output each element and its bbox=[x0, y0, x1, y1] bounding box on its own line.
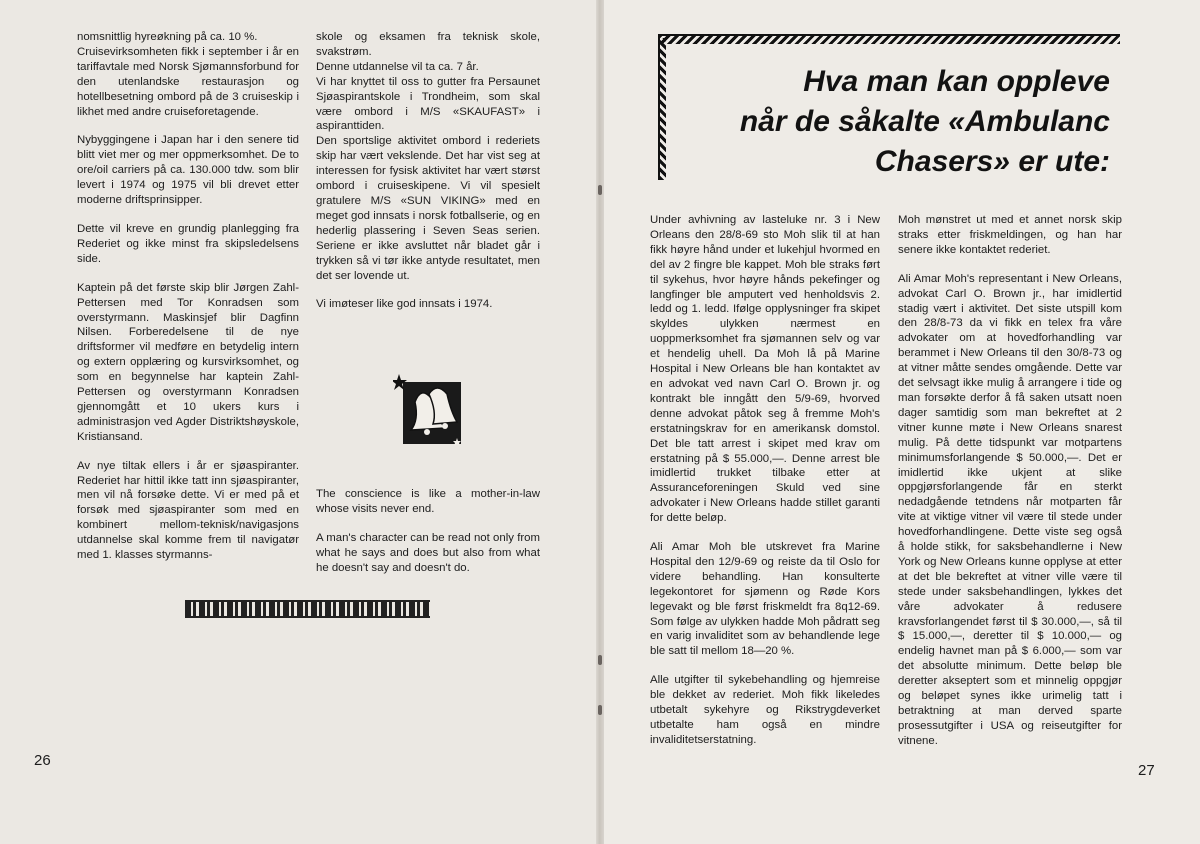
paragraph: Vi imøteser like god innsats i 1974. bbox=[316, 298, 493, 311]
paragraph: Alle utgifter til sykebehandling og hjemreise ble dekket av rederiet. Moh fikk likeledes utbetalt sykehyre og Rikstrygdeverket utbetalte ham også en mindre invaliditetserstatning. bbox=[650, 674, 880, 746]
staple bbox=[598, 655, 602, 665]
left-column-2 bbox=[316, 30, 540, 326]
article-title bbox=[690, 62, 1110, 182]
right-column-2 bbox=[898, 213, 1122, 763]
paragraph: Moh mønstret ut med et annet norsk skip straks etter friskmeldingen, og han har senere ikke kontaktet rederiet. bbox=[898, 214, 1122, 256]
paragraph: Kaptein på det første skip blir Jørgen Zahl-Pettersen med Tor Konradsen som overstyrmann. Maskinsjef blir Dagfinn Nilsen. Forberedelsene til de nye driftsformer vil medføre en betydelig intern og extern opplæring og kursvirksomhet, og som en begynnelse har kaptein Zahl-Pettersen og overstyrmann Konradsen gjennomgått et 10 ukers kurs i administrasjon ved Agder Distriktshøyskole, Kristiansand. bbox=[77, 281, 299, 443]
page-number: 26 bbox=[34, 752, 51, 769]
paragraph: Cruisevirksomheten fikk i september i år en tariffavtale med Norsk Sjømannsforbund for den utenlandske restaurasjon og hotellbesetning ombord på de 3 cruiseskip i likhet med andre cruiseforetagende. bbox=[77, 45, 299, 118]
quote-block bbox=[316, 487, 540, 590]
paragraph: Dette vil kreve en grundig planlegging fra Rederiet og ikke minst fra skipsledelsens side. bbox=[77, 222, 299, 265]
right-column-1 bbox=[650, 213, 880, 762]
title-border-left bbox=[658, 38, 666, 180]
article-title-box bbox=[658, 34, 1120, 182]
decorative-border bbox=[185, 600, 430, 618]
paragraph: Den sportslige aktivitet ombord i rederiets skip har vært vekslende. Det har vist seg at interessen for fysisk aktivitet har vært størst ombord i cruiseskipene. Vi vil spesielt gratulere M/S «SUN VIKING» med en meget god innsats i norsk fotballserie, og en hederlig plassering i Seven Seas serien. Seriene er ikke avsluttet når bladet går i trykken så vi tør ikke antyde resultatet, men det ser lovende ut. bbox=[316, 135, 540, 282]
paragraph: nomsnittlig hyreøkning på ca. 10 %. bbox=[77, 31, 258, 43]
title-line: Hva man kan oppleve bbox=[803, 65, 1110, 98]
paragraph: Nybyggingene i Japan har i den senere tid blitt viet mer og mer oppmerksomhet. De to ore/oil carriers på ca. 130.000 tdw. som blir levert i 1974 og 1975 vil bli drevet etter moderne driftsprinsipper. bbox=[77, 134, 299, 207]
title-line: når de såkalte «Ambulanc bbox=[739, 105, 1110, 138]
paragraph: skole og eksamen fra teknisk skole, svakstrøm. bbox=[316, 31, 540, 58]
paragraph: Denne utdannelse vil ta ca. 7 år. bbox=[316, 60, 479, 73]
title-line: Chasers» er ute: bbox=[874, 145, 1110, 178]
bells-illustration bbox=[393, 372, 465, 450]
staple bbox=[598, 185, 602, 195]
left-column-1 bbox=[77, 30, 299, 577]
paragraph: Av nye tiltak ellers i år er sjøaspiranter. Rederiet har hittil ikke tatt inn sjøaspiranter, men vil nå forsøke dette. Vi er med på et forsøk med sjøaspiranter som med en kombinert mellom-teknisk/navigasjons utdannelse skal komme frem til navigatør med 1. klasses styrmanns- bbox=[77, 459, 299, 562]
paragraph: Under avhivning av lasteluke nr. 3 i New Orleans den 28/8-69 sto Moh slik til at han fikk høyre hånd under et lukehjul hvormed en del av 2 fingre ble kappet. Moh ble straks ført til sykehus, hvor høyre hånds pekefinger og langfinger ble amputert ved henholdsvis 2. ledd og 1. ledd. Ifølge opplysninger fra skipet skyldes ulykken nærmest en uoppmerksomhet fra sjømannen selv og var et hendelig uhell. Da Moh lå på Marine Hospital i New Orleans ble han kontaktet av en advokat ved navn Carl O. Brown jr. og kontrakt ble inngått den 5/9-69, hvorved denne advokat påtok seg å fremme Moh's erstatningskrav for en amerikansk domstol. Det ble tatt arrest i skipet med krav om erstatning på $ 55.000,—. Denne arrest ble imidlertid trukket tilbake etter at Assuranceforeningen Skuld ved sine advokater i New Orleans hadde stillet garanti for dette beløp. bbox=[650, 214, 880, 525]
paragraph: Ali Amar Moh's representant i New Orleans, advokat Carl O. Brown jr., har imidlertid stadig vært i aktivitet. Det siste utspill kom den 28/8-73 da vi fikk en telex fra våre advokater om at hovedforhandling var berammet i New Orleans til den 30/8-73 og at vitner måtte sendes omgående. Dette var det selvsagt ikke mulig å arrangere i tide og man forsøkte derfor å få saken utsatt noen dager samtidig som man bekreftet at 2 vitner kunne møte i New Orleans snarest mulig. På dette tidspunkt var motpartens minimumsforlangende $ 50.000,—. Det er imidlertid ikke ukjent at slike oppgjørsforlangende får en sterkt nedadgående tetndens når motparten får vite at viktige vitner vil være til stede under hovedforhandlingene. Dette viste seg også å holde stikk, for saksbehandlerne i New York og New Orleans kunne opplyse at etter at det ble bekreftet at vitner ville være til stede under saksbehandlingen, lykkes det våre advokater å redusere kravsforlangendet først til $ 30.000,—, så til $ 15.000,—, deretter til $ 10.000,— og endelig havnet man på $ 6.000,— som var det absolutte minimum. Dette beløp ble deretter akseptert som et minnelig oppgjør og beløpet synes ikke urimelig tatt i betraktning at man derved sparte prosessutgifter i USA og reiseutgifter for vitnene. bbox=[898, 272, 1122, 747]
quote: A man's character can be read not only from what he says and does but also from what he doesn't say and doesn't do. bbox=[316, 531, 540, 574]
staple bbox=[598, 705, 602, 715]
page-number: 27 bbox=[1138, 762, 1155, 779]
title-border-top bbox=[658, 34, 1120, 44]
quote: The conscience is like a mother-in-law whose visits never end. bbox=[316, 488, 540, 515]
paragraph: Ali Amar Moh ble utskrevet fra Marine Hospital den 12/9-69 og reiste da til Oslo for videre behandling. Han konsulterte legekontoret for sjømenn og Røde Kors legevakt og ble først friskmeldt fra 8q12-69. Som følge av ulykken hadde Moh pådratt seg en varig invaliditet som av behandlende lege ble satt til mellom 18—20 %. bbox=[650, 541, 880, 658]
paragraph: Vi har knyttet til oss to gutter fra Persaunet Sjøaspirantskole i Trondheim, som skal være ombord i M/S «SKAUFAST» i aspiranttiden. bbox=[316, 75, 540, 133]
book-gutter bbox=[596, 0, 604, 844]
